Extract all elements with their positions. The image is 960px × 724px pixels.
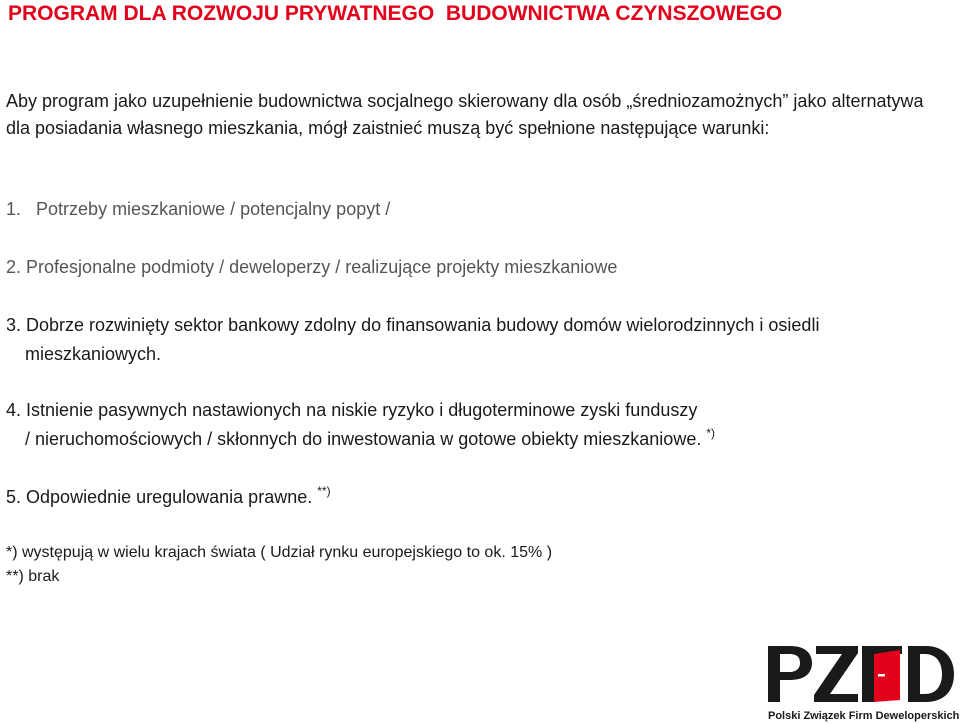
footnote-2: **) brak [6,568,60,585]
page-title: PROGRAM DLA ROZWOJU PRYWATNEGO BUDOWNICTWA CZYNSZOWEGO [8,2,783,25]
list-item-text: Dobrze rozwinięty sektor bankowy zdolny do finansowania budowy domów wielorodzinnych i osiedli [26,315,820,335]
footnote-mark: *) [706,426,716,440]
list-item-text: Odpowiednie uregulowania prawne. [26,487,313,507]
list-item-number: 5. [6,487,22,507]
list-item-text: Profesjonalne podmioty / deweloperzy / realizujące projekty mieszkaniowe [26,257,618,277]
list-item-2 [6,253,617,282]
list-item-text: Istnienie pasywnych nastawionych na niskie ryzyko i długoterminowe zyski funduszy [26,400,698,420]
intro-paragraph: Aby program jako uzupełnienie budownictwa socjalnego skierowany dla osób „średniozamożnych” jako alternatywa dla posiadania własnego mieszkania, mógł zaistnieć muszą być spełnione następujące warunki: [6,91,924,138]
pzfd-logo [766,642,960,722]
footnote-1: *) występują w wielu krajach świata ( Udział rynku europejskiego to ok. 15% ) [6,544,553,561]
pzfd-logo-caption: Polski Związek Firm Deweloperskich [768,710,960,722]
list-item-number: 1. [6,199,22,219]
footnote-mark: **) [317,484,331,498]
list-item-number: 3. [6,315,22,335]
pzfd-logo-mark [766,642,956,708]
list-item-number: 2. [6,257,22,277]
list-item-number: 4. [6,400,22,420]
list-item-text-continued: / nieruchomościowych / skłonnych do inwestowania w gotowe obiekty mieszkaniowe. [25,429,702,449]
list-item-1 [6,195,390,224]
list-item-text: Potrzeby mieszkaniowe / potencjalny popyt / [36,199,391,219]
list-item-5 [6,483,331,512]
list-item-text-continued: mieszkaniowych. [25,344,162,364]
list-item-3 [6,311,819,369]
list-item-4 [6,396,715,454]
